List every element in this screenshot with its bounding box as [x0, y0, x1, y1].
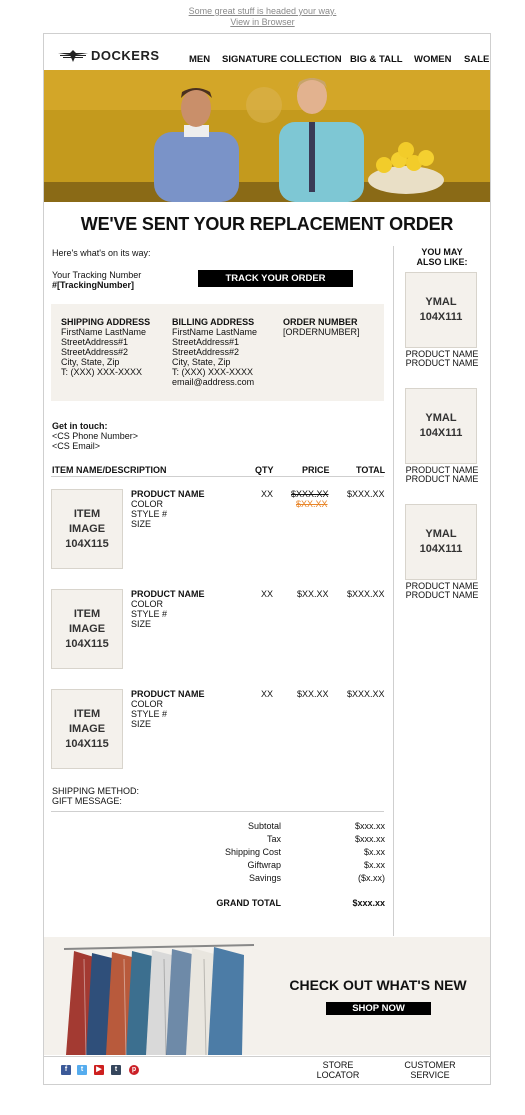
item-total: $XXX.XX [347, 689, 385, 699]
shop-now-button[interactable]: SHOP NOW [326, 1002, 431, 1015]
billing-address-heading: BILLING ADDRESS [172, 317, 255, 327]
view-in-browser-link[interactable]: View in Browser [230, 17, 295, 27]
header [44, 34, 490, 70]
promo-headline: CHECK OUT WHAT'S NEW [289, 977, 467, 993]
product-name: PRODUCT NAME [131, 689, 205, 699]
track-order-button[interactable]: TRACK YOUR ORDER [198, 270, 353, 287]
col-total-header: TOTAL [356, 465, 386, 475]
brand-name: DOCKERS [91, 48, 160, 63]
nav-women[interactable]: WOMEN [414, 54, 452, 65]
tracking-number: #[TrackingNumber] [52, 280, 135, 290]
item-price: $XX.XX [297, 689, 329, 699]
order-number-heading: ORDER NUMBER [283, 317, 358, 327]
item-qty: XX [261, 689, 274, 699]
nav-men[interactable]: MEN [189, 54, 211, 65]
facebook-icon[interactable]: f [61, 1065, 71, 1075]
col-qty-header: QTY [255, 465, 274, 475]
grand-total-value: $xxx.xx [352, 898, 385, 908]
hero-illustration [44, 70, 490, 202]
summary-values: $xxx.xx $xxx.xx $x.xx $x.xx ($x.xx) [354, 821, 385, 883]
grand-total-label: GRAND TOTAL [216, 898, 281, 908]
ymal-product[interactable]: PRODUCT NAME PRODUCT NAME [405, 581, 479, 600]
order-number: [ORDERNUMBER] [283, 327, 360, 337]
ymal-image[interactable]: YMAL 104X111 [405, 504, 477, 580]
email-container [43, 33, 491, 1085]
gift-message: GIFT MESSAGE: [52, 796, 122, 806]
youtube-icon[interactable]: ▶ [94, 1065, 104, 1075]
col-item-header: ITEM NAME/DESCRIPTION [52, 465, 167, 475]
dockers-logo[interactable] [58, 48, 160, 63]
nav-signature-collection[interactable]: SIGNATURE COLLECTION [222, 54, 342, 65]
twitter-icon[interactable]: t [77, 1065, 87, 1075]
summary-labels: Subtotal Tax Shipping Cost Giftwrap Savings [224, 821, 281, 883]
pinterest-icon[interactable]: p [129, 1065, 139, 1075]
wing-icon [58, 49, 88, 63]
clothing-rack-image [44, 937, 274, 1055]
ymal-product[interactable]: PRODUCT NAME PRODUCT NAME [405, 349, 479, 368]
intro-text: Here's what's on its way: [52, 248, 151, 258]
promo-banner[interactable] [44, 937, 490, 1055]
shipping-method: SHIPPING METHOD: [52, 786, 140, 796]
shipping-address: FirstName LastName StreetAddress#1 StreetAddress#2 City, State, Zip T: (XXX) XXX-XXXX [61, 327, 147, 377]
item-price: $XX.XX [297, 589, 329, 599]
col-price-header: PRICE [302, 465, 330, 475]
nav-big-tall[interactable]: BIG & TALL [350, 54, 403, 65]
customer-service-link[interactable]: CUSTOMER SERVICE [404, 1060, 456, 1080]
sale-price: $XX.XX [296, 499, 328, 509]
item-price: $XXX.XX $XX.XX [291, 489, 329, 509]
item-qty: XX [261, 589, 274, 599]
product-name: PRODUCT NAME [131, 589, 205, 599]
item-qty: XX [261, 489, 274, 499]
product-name: PRODUCT NAME [131, 489, 205, 499]
preheader-text[interactable]: Some great stuff is headed your way. [188, 6, 337, 16]
item-image[interactable]: ITEM IMAGE 104X115 [51, 489, 123, 569]
billing-address: FirstName LastName StreetAddress#1 StreetAddress#2 City, State, Zip T: (XXX) XXX-XXXX email@address.com [172, 327, 258, 387]
cs-phone: <CS Phone Number> [52, 431, 139, 441]
ymal-product[interactable]: PRODUCT NAME PRODUCT NAME [405, 465, 479, 484]
divider [51, 811, 384, 812]
ymal-image[interactable]: YMAL 104X111 [405, 388, 477, 464]
item-image[interactable]: ITEM IMAGE 104X115 [51, 689, 123, 769]
tracking-label: Your Tracking Number [52, 270, 142, 280]
hero-image[interactable] [44, 70, 490, 202]
item-image[interactable]: ITEM IMAGE 104X115 [51, 589, 123, 669]
item-total: $XXX.XX [347, 589, 385, 599]
address-panel [51, 304, 384, 401]
ymal-image[interactable]: YMAL 104X111 [405, 272, 477, 348]
nav-sale[interactable]: SALE [464, 54, 490, 65]
item-details: PRODUCT NAME COLOR STYLE # SIZE [131, 489, 205, 529]
divider [51, 476, 384, 477]
contact-block: Get in touch: <CS Phone Number> <CS Email> [52, 421, 139, 451]
cs-email: <CS Email> [52, 441, 101, 451]
shipping-address-heading: SHIPPING ADDRESS [61, 317, 151, 327]
item-details: PRODUCT NAME COLOR STYLE # SIZE [131, 589, 205, 629]
store-locator-link[interactable]: STORE LOCATOR [316, 1060, 360, 1080]
tumblr-icon[interactable]: t [111, 1065, 121, 1075]
item-details: PRODUCT NAME COLOR STYLE # SIZE [131, 689, 205, 729]
page-title: WE'VE SENT YOUR REPLACEMENT ORDER [80, 214, 454, 234]
ymal-heading: YOU MAY ALSO LIKE: [416, 247, 468, 267]
item-total: $XXX.XX [347, 489, 385, 499]
